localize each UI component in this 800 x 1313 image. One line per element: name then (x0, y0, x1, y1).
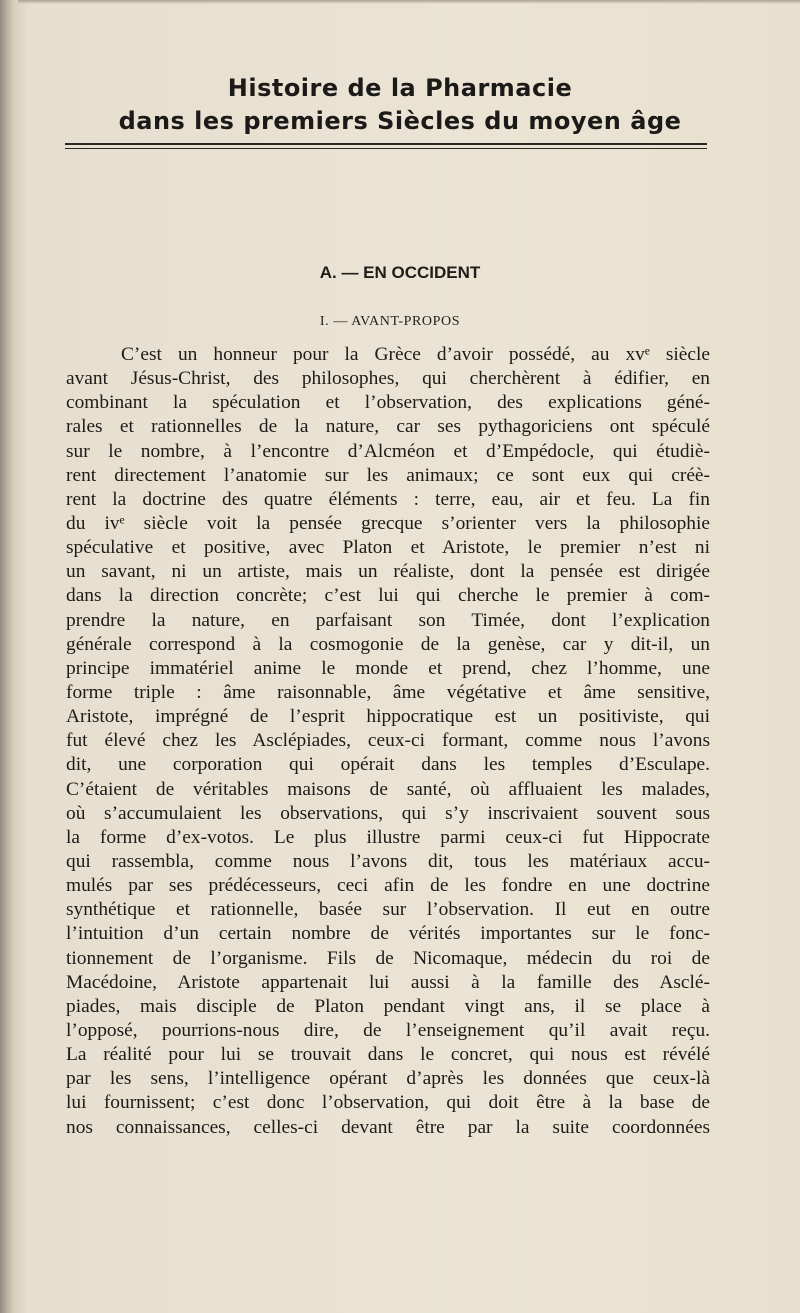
body-line: dans la direction concrète; c’est lui qui cherche le premier à com- (66, 585, 710, 607)
body-line: Aristote, imprégné de l’esprit hippocratique est un positiviste, qui (66, 706, 710, 728)
body-line: un savant, ni un artiste, mais un réaliste, dont la pensée est dirigée (66, 561, 710, 583)
body-line: nos connaissances, celles-ci devant être par la suite coordonnées (66, 1116, 710, 1138)
body-line: lui fournissent; c’est donc l’observation, qui doit être à la base de (66, 1092, 710, 1114)
title-rule-thin (65, 148, 707, 149)
body-line: fut élevé chez les Asclépiades, ceux-ci formant, comme nous l’avons (66, 730, 710, 752)
page-top-edge (18, 0, 800, 4)
body-line: rent directement l’anatomie sur les animaux; ce sont eux qui créè- (66, 464, 710, 486)
body-line: spéculative et positive, avec Platon et Aristote, le premier n’est ni (66, 537, 710, 559)
page-title-line-2: dans les premiers Siècles du moyen âge (118, 107, 682, 135)
body-line: la forme d’ex-votos. Le plus illustre parmi ceux-ci fut Hippocrate (66, 826, 710, 848)
body-line: forme triple : âme raisonnable, âme végétative et âme sensitive, (66, 681, 710, 703)
section-heading: A. — EN OCCIDENT (319, 263, 481, 282)
page-title-line-1: Histoire de la Pharmacie (227, 74, 573, 102)
body-line: où s’accumulaient les observations, qui s’y inscrivaient souvent sous (66, 802, 710, 824)
body-line: l’opposé, pourrions-nous dire, de l’enseignement qu’il avait reçu. (66, 1019, 710, 1041)
subsection-heading: I. — AVANT-PROPOS (319, 314, 461, 329)
body-line: dit, une corporation qui opérait dans les temples d’Esculape. (66, 754, 710, 776)
body-line: générale correspond à la cosmogonie de la genèse, car y dit-il, un (66, 633, 710, 655)
body-paragraph (66, 343, 710, 1140)
body-line: avant Jésus-Christ, des philosophes, qui cherchèrent à édifier, en (66, 368, 710, 390)
body-line: Macédoine, Aristote appartenait lui aussi à la famille des Asclé- (66, 971, 710, 993)
body-line: piades, mais disciple de Platon pendant vingt ans, il se place à (66, 995, 710, 1017)
body-line: rent la doctrine des quatre éléments : terre, eau, air et feu. La fin (66, 488, 710, 510)
body-line: qui rassembla, comme nous l’avons dit, tous les matériaux accu- (66, 850, 710, 872)
body-line: l’intuition d’un certain nombre de vérités importantes sur le fonc- (66, 923, 710, 945)
body-line: rales et rationnelles de la nature, car ses pythagoriciens ont spéculé (66, 416, 710, 438)
body-line: combinant la spéculation et l’observation, des explications géné- (66, 392, 710, 414)
body-line: prendre la nature, en parfaisant son Timée, dont l’explication (66, 609, 710, 631)
body-line: mulés par ses prédécesseurs, ceci afin de les fondre en une doctrine (66, 875, 710, 897)
body-line: par les sens, l’intelligence opérant d’après les données que ceux-là (66, 1068, 710, 1090)
body-line: C’est un honneur pour la Grèce d’avoir possédé, au xvᵉ siècle (121, 344, 710, 365)
body-line: tionnement de l’organisme. Fils de Nicomaque, médecin du roi de (66, 947, 710, 969)
body-line: du ivᵉ siècle voit la pensée grecque s’orienter vers la philosophie (66, 512, 710, 534)
body-line: principe immatériel anime le monde et prend, chez l’homme, une (66, 657, 710, 679)
body-line: C’étaient de véritables maisons de santé, où affluaient les malades, (66, 778, 710, 800)
body-line: La réalité pour lui se trouvait dans le concret, qui nous est révélé (66, 1044, 710, 1066)
body-line: sur le nombre, à l’encontre d’Alcméon et d’Empédocle, qui étudiè- (66, 440, 710, 462)
body-line: synthétique et rationnelle, basée sur l’observation. Il eut en outre (66, 899, 710, 921)
title-rule-thick (65, 143, 707, 145)
